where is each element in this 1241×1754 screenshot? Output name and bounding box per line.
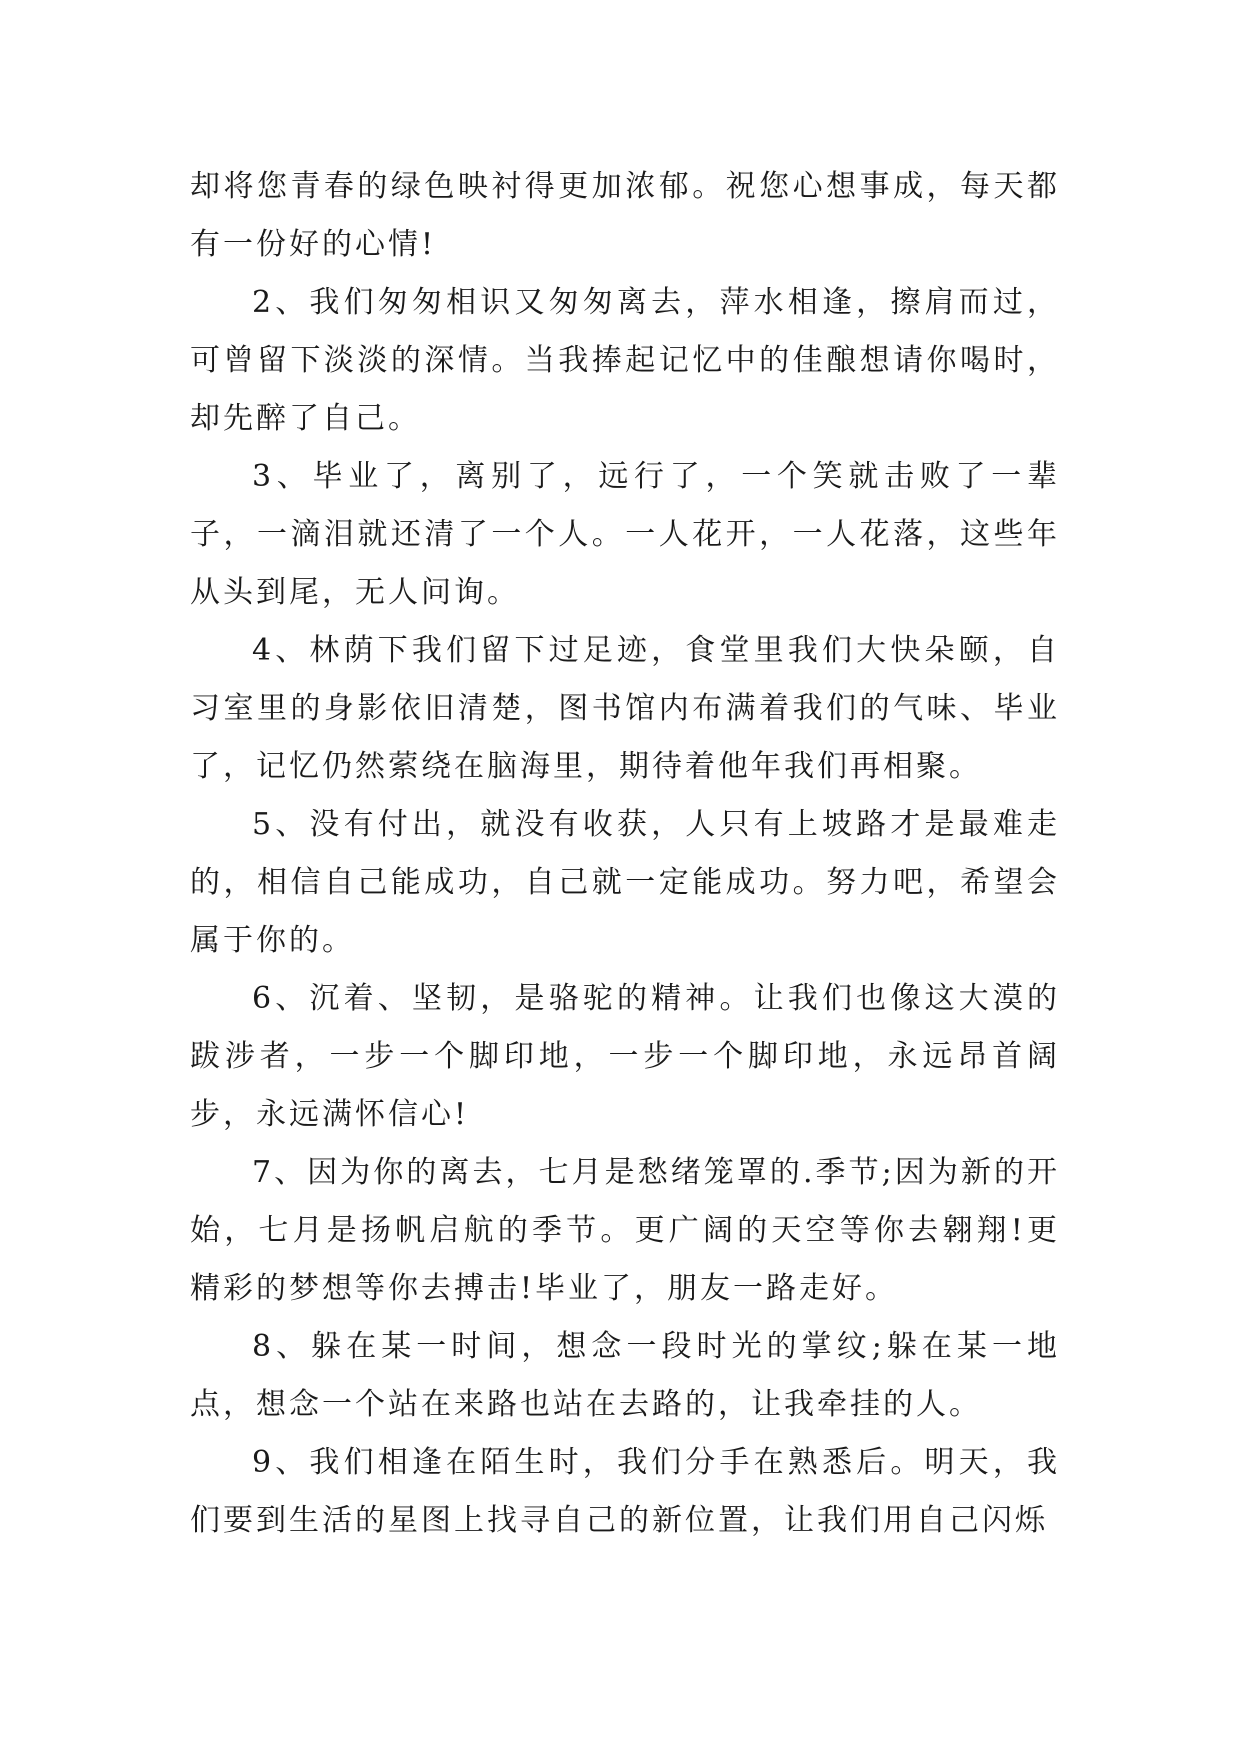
paragraph-item-7: 7、因为你的离去，七月是愁绪笼罩的.季节;因为新的开始，七月是扬帆启航的季节。更广阔的天空等你去翱翔!更精彩的梦想等你去搏击!毕业了，朋友一路走好。 bbox=[190, 1155, 1060, 1306]
paragraph-item-9: 9、我们相逢在陌生时，我们分手在熟悉后。明天，我们要到生活的星图上找寻自己的新位置，让我们用自己闪烁 bbox=[190, 1445, 1060, 1538]
paragraph-item-4: 4、林荫下我们留下过足迹，食堂里我们大快朵颐，自习室里的身影依旧清楚，图书馆内布满着我们的气味、毕业了，记忆仍然萦绕在脑海里，期待着他年我们再相聚。 bbox=[190, 633, 1060, 784]
paragraph-item-8: 8、躲在某一时间，想念一段时光的掌纹;躲在某一地点，想念一个站在来路也站在去路的，让我牵挂的人。 bbox=[190, 1329, 1060, 1422]
paragraph-item-2: 2、我们匆匆相识又匆匆离去，萍水相逢，擦肩而过，可曾留下淡淡的深情。当我捧起记忆中的佳酿想请你喝时，却先醉了自己。 bbox=[190, 285, 1060, 436]
paragraph-continuation: 却将您青春的绿色映衬得更加浓郁。祝您心想事成，每天都有一份好的心情! bbox=[190, 169, 1060, 262]
paragraph-item-3: 3、毕业了，离别了，远行了，一个笑就击败了一辈子，一滴泪就还清了一个人。一人花开，一人花落，这些年从头到尾，无人问询。 bbox=[190, 459, 1060, 610]
paragraph-item-5: 5、没有付出，就没有收获，人只有上坡路才是最难走的，相信自己能成功，自己就一定能成功。努力吧，希望会属于你的。 bbox=[190, 807, 1060, 958]
paragraph-item-6: 6、沉着、坚韧，是骆驼的精神。让我们也像这大漠的跋涉者，一步一个脚印地，一步一个脚印地，永远昂首阔步，永远满怀信心! bbox=[190, 981, 1060, 1132]
document-body bbox=[190, 158, 1060, 1550]
